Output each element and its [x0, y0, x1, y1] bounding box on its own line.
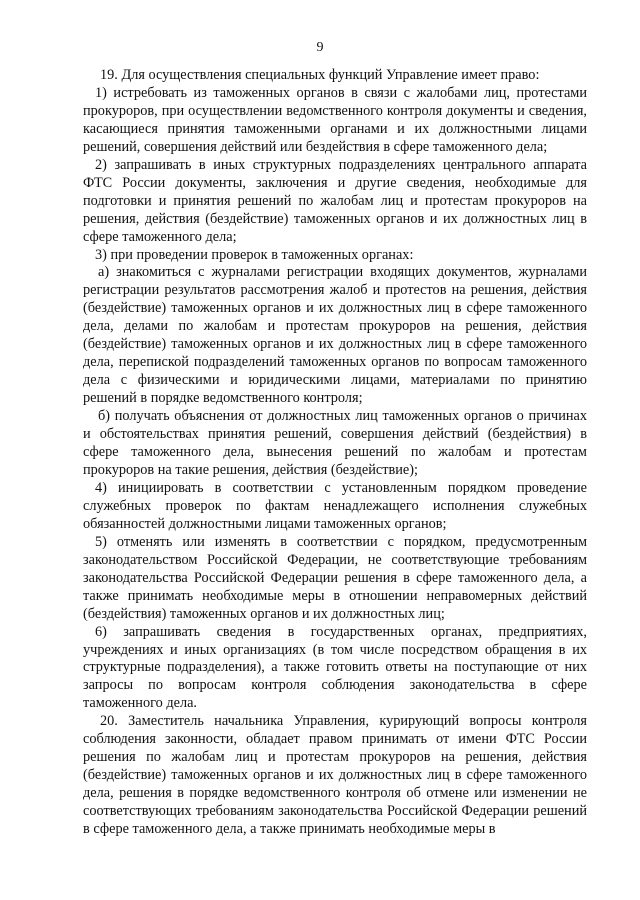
- paragraph-19-heading: 19. Для осуществления специальных функций Управление имеет право:: [100, 67, 540, 83]
- paragraph-20: 20. Заместитель начальника Управления, курирующий вопросы контроля соблюдения законности, обладает правом принимать от имени ФТС России решения по жалобам лиц и протестам прокуроров на решения, действия (бездействие) таможенных органов и их должностных лиц в сфере таможенного дела, решения в порядке ведомственного контроля об отмене или изменении не соответствующих требованиям законодательства Российской Федерации решений в сфере таможенного дела, а также принимать необходимые меры в: [83, 713, 587, 838]
- list-item-5: 5) отменять или изменять в соответствии с порядком, предусмотренным законодательством Российской Федерации, не соответствующие требованиям законодательства Российской Федерации решения в сфере таможенного дела, а также принимать необходимые меры в отношении неправомерных действий (бездействия) таможенных органов и их должностных лиц;: [83, 533, 587, 622]
- list-item-2: 2) запрашивать в иных структурных подразделениях центрального аппарата ФТС России документы, заключения и другие сведения, необходимые для подготовки и принятия решений по жалобам лиц и протестам прокуроров на решения, действия (бездействие) таможенных органов и их должностных лиц в сфере таможенного дела;: [83, 156, 587, 245]
- sub-item-b: б) получать объяснения от должностных лиц таможенных органов о причинах и обстоятельствах принятия решений, совершения действий (бездействия) в сфере таможенного дела, вынесения решений по жалобам и протестам прокуроров на такие решения, действия (бездействие);: [83, 408, 587, 478]
- list-item-1: 1) истребовать из таможенных органов в связи с жалобами лиц, протестами прокуроров, при осуществлении ведомственного контроля документы и сведения, касающиеся принятия таможенными органами и их должностными лицами решений, совершения действий или бездействия в сфере таможенного дела;: [83, 84, 587, 155]
- list-item-6: 6) запрашивать сведения в государственных органах, предприятиях, учреждениях и иных организациях (в том числе посредством обращения в их структурные подразделения), а также готовить ответы на поступающие от них запросы по вопросам контроля соблюдения законодательства в сфере таможенного дела.: [83, 623, 587, 712]
- list-item-4: 4) инициировать в соответствии с установленным порядком проведение служебных проверок по фактам ненадлежащего исполнения служебных обязанностей должностными лицами таможенных органов;: [83, 479, 587, 532]
- page-number: 9: [316, 40, 324, 55]
- document-body: [83, 67, 587, 839]
- sub-item-a: а) знакомиться с журналами регистрации входящих документов, журналами регистрации результатов рассмотрения жалоб и протестов на решения, действия (бездействие) таможенных органов и их должностных лиц в сфере таможенного дела, делами по жалобам и протестам прокуроров на решения, действия (бездействие) таможенных органов и их должностных лиц в сфере таможенного дела, перепиской подразделений таможенных органов по вопросам таможенного дела с физическими и юридическими лицами, материалами по принятию решений в порядке ведомственного контроля;: [83, 264, 587, 407]
- list-item-3: 3) при проведении проверок в таможенных органах:: [95, 246, 414, 263]
